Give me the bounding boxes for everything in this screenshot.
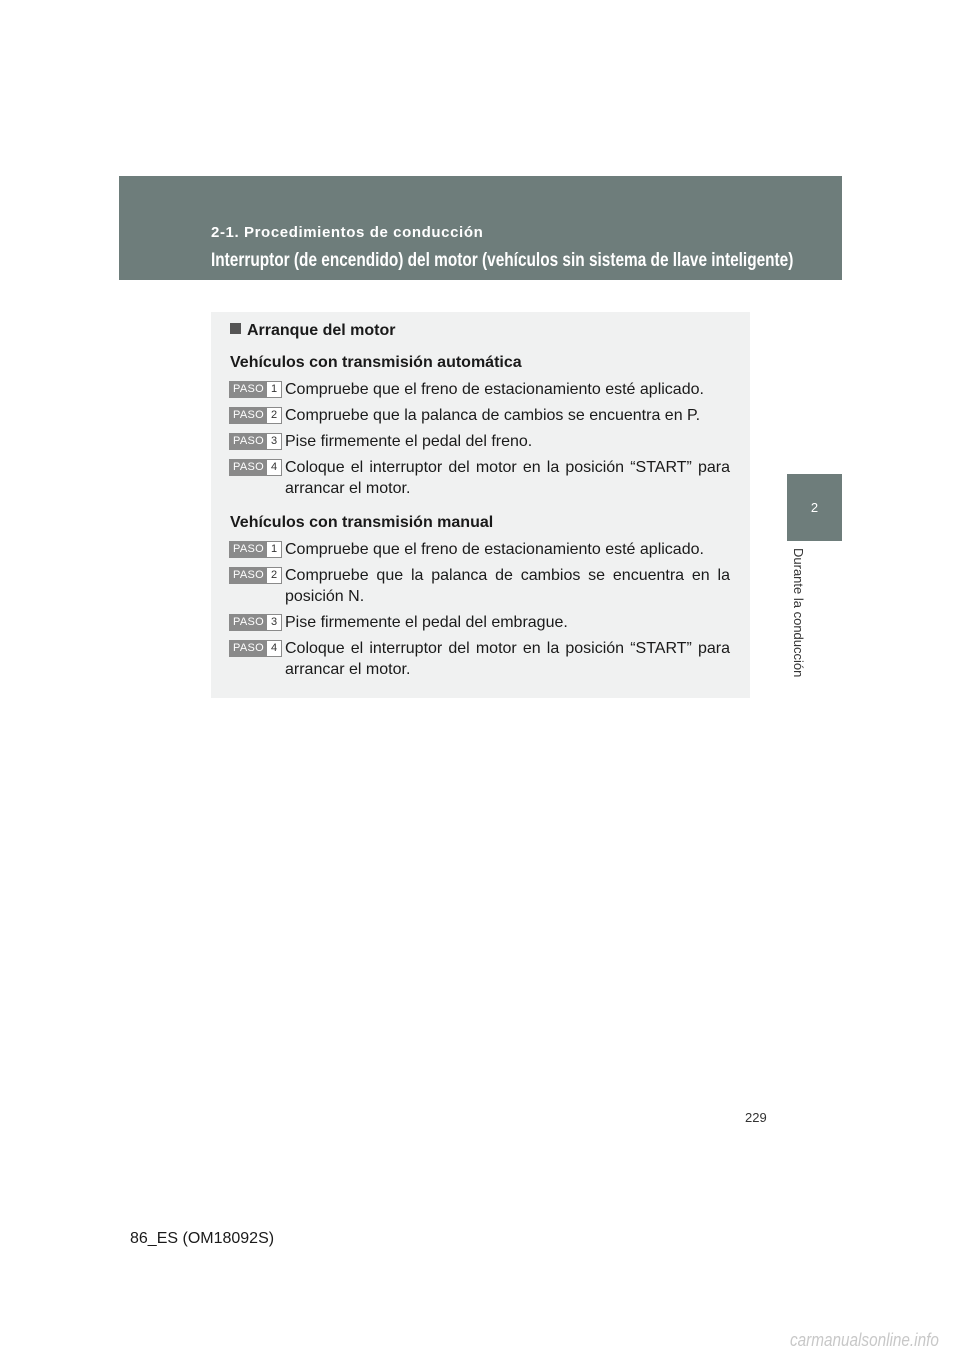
step-badge: PASO 1 <box>229 381 282 398</box>
step-badge: PASO 2 <box>229 567 282 584</box>
square-bullet-icon <box>230 323 241 334</box>
step-text: Pise firmemente el pedal del embrague. <box>285 614 568 631</box>
section-label: 2-1. Procedimientos de conducción <box>211 224 484 241</box>
chapter-number: 2 <box>810 500 819 515</box>
step-text: Coloque el interruptor del motor en la posición “START” para arrancar el motor. <box>285 459 730 497</box>
step-text: Compruebe que la palanca de cambios se encuentra en la posición N. <box>285 567 730 605</box>
content-box <box>211 312 750 698</box>
step-badge: PASO 1 <box>229 541 282 558</box>
step-badge: PASO 4 <box>229 459 282 476</box>
step-text: Coloque el interruptor del motor en la posición “START” para arrancar el motor. <box>285 640 730 678</box>
step-text: Pise firmemente el pedal del freno. <box>285 433 533 450</box>
step-badge: PASO 3 <box>229 433 282 450</box>
box-heading <box>230 321 730 341</box>
step-item <box>230 379 730 400</box>
step-badge: PASO 3 <box>229 614 282 631</box>
page-number: 229 <box>745 1110 767 1125</box>
chapter-header <box>119 176 842 280</box>
step-item <box>230 457 730 499</box>
chapter-side-label: Durante la conducción <box>791 548 806 678</box>
document-code: 86_ES (OM18092S) <box>130 1230 275 1247</box>
manual-group <box>230 513 730 680</box>
box-heading-text: Arranque del motor <box>247 322 396 339</box>
group-title: Vehículos con transmisión automática <box>230 354 522 371</box>
step-item <box>230 431 730 452</box>
group-title: Vehículos con transmisión manual <box>230 514 494 531</box>
step-item <box>230 405 730 426</box>
step-badge: PASO 4 <box>229 640 282 657</box>
step-text: Compruebe que la palanca de cambios se encuentra en P. <box>285 407 701 424</box>
step-item <box>230 612 730 633</box>
step-text: Compruebe que el freno de estacionamiento esté aplicado. <box>285 381 704 398</box>
watermark: carmanualsonline.info <box>790 1330 939 1350</box>
step-text: Compruebe que el freno de estacionamiento esté aplicado. <box>285 541 704 558</box>
chapter-tab <box>787 474 842 541</box>
step-badge: PASO 2 <box>229 407 282 424</box>
step-item <box>230 539 730 560</box>
page-title: Interruptor (de encendido) del motor (vehículos sin sistema de llave inteligente) <box>211 250 794 271</box>
step-item <box>230 638 730 680</box>
automatic-group <box>230 353 730 499</box>
step-item <box>230 565 730 607</box>
